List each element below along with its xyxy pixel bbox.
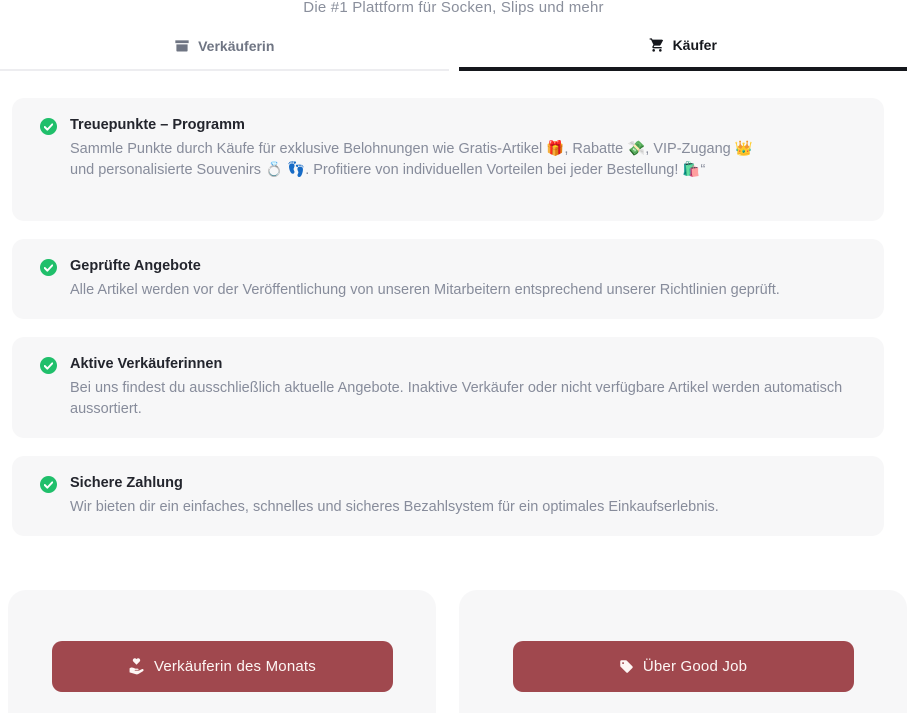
feature-card-gepruefte-angebote — [12, 239, 884, 319]
tab-verkaeuferin-label: Verkäuferin — [198, 37, 275, 54]
tab-kaeufer[interactable] — [459, 30, 907, 71]
feature-title: Aktive Verkäuferinnen — [70, 356, 223, 372]
check-circle-icon — [40, 118, 57, 135]
store-icon — [174, 38, 190, 54]
tag-icon — [619, 659, 634, 674]
bottom-panels — [0, 590, 907, 713]
feature-description: Wir bieten dir ein einfaches, schnelles und sicheres Bezahlsystem für ein optimales Einkaufserlebnis. — [70, 499, 719, 515]
seller-of-month-panel — [8, 590, 436, 713]
about-good-job-panel — [459, 590, 907, 713]
tab-kaeufer-label: Käufer — [672, 36, 717, 53]
check-circle-icon — [40, 476, 57, 493]
tab-verkaeuferin[interactable] — [0, 30, 449, 71]
hand-holding-heart-icon — [128, 658, 145, 675]
tab-bar — [0, 30, 907, 71]
feature-title: Treuepunkte – Programm — [70, 117, 245, 133]
feature-card-aktive-verkaeuferinnen — [12, 337, 884, 438]
feature-description: Alle Artikel werden vor der Veröffentlichung von unseren Mitarbeitern entsprechend unserer Richtlinien geprüft. — [70, 282, 780, 298]
feature-description: Sammle Punkte durch Käufe für exklusive Belohnungen wie Gratis-Artikel 🎁, Rabatte 💸, VIP-Zugang 👑 und personalisierte Souvenirs 💍 👣. Profitiere von individuellen Vorteilen bei jeder Bestellung! 🛍️“ — [70, 141, 753, 178]
feature-card-sichere-zahlung — [12, 456, 884, 536]
check-circle-icon — [40, 357, 57, 374]
about-good-job-label: Über Good Job — [642, 658, 748, 675]
cart-icon — [649, 37, 665, 53]
feature-card-treuepunkte — [12, 98, 884, 221]
feature-description: Bei uns findest du ausschließlich aktuelle Angebote. Inaktive Verkäufer oder nicht verfügbare Artikel werden automatisch aussortiert. — [70, 380, 843, 417]
check-circle-icon — [40, 259, 57, 276]
seller-of-month-label: Verkäuferin des Monats — [154, 658, 316, 675]
feature-list — [12, 98, 884, 536]
about-good-job-button[interactable] — [513, 641, 854, 692]
feature-title: Sichere Zahlung — [70, 475, 183, 491]
feature-title: Geprüfte Angebote — [70, 258, 201, 274]
seller-of-month-button[interactable] — [52, 641, 393, 692]
platform-tagline: Die #1 Plattform für Socken, Slips und mehr — [303, 0, 604, 16]
